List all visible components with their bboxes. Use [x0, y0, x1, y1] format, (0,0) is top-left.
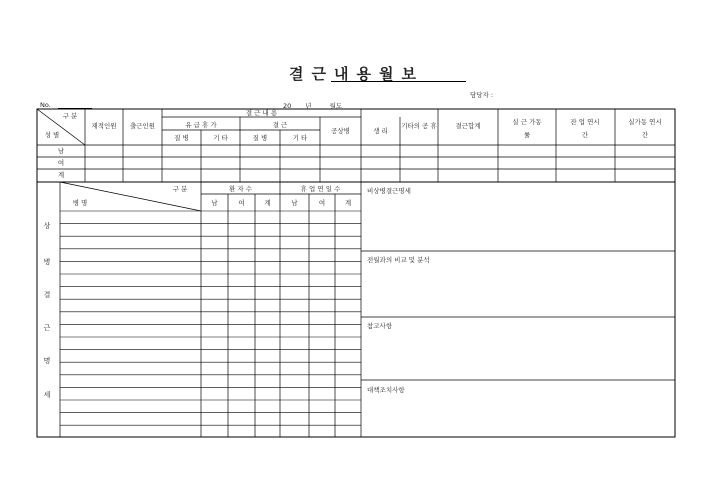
side-char-1: 상 [43, 222, 51, 230]
p-female: 여 [238, 199, 245, 207]
industrial-header: 공상병 [331, 127, 350, 135]
note-countermeasure: 대책조치사항 [367, 386, 405, 394]
absence-total-header: 결근합계 [455, 122, 481, 130]
col-attend: 출근인원 [129, 122, 156, 130]
row-female: 여 [57, 159, 65, 167]
note-prev-month: 전월과의 비교 및 분석 [367, 256, 430, 264]
rest-days-header: 휴 업 연 일 수 [300, 185, 341, 193]
paid-leave-header: 유 급 휴 가 [185, 121, 217, 129]
r-female: 여 [318, 199, 326, 207]
note-reference: 참고사항 [367, 322, 393, 330]
year-label: 년 [305, 102, 312, 110]
other-holiday-header: 기타의 공 휴 [401, 122, 437, 130]
manager-label: 담당자 : [470, 91, 494, 99]
t2-corner-top: 구 분 [172, 185, 188, 193]
other-2: 기 타 [292, 134, 308, 142]
corner-bottom-label: 성 별 [44, 131, 60, 139]
side-char-6: 세 [43, 391, 51, 399]
month-label: 월도 [329, 102, 343, 110]
absence-header: 결 근 [272, 121, 288, 129]
absence-content-header: 결 근 내 용 [245, 109, 278, 117]
p-total: 계 [264, 199, 271, 207]
sick-2: 질 병 [252, 134, 268, 142]
overtime-header: 잔 업 연시간 [570, 118, 600, 139]
no-label: No. [40, 101, 51, 109]
side-char-4: 근 [43, 324, 51, 332]
sick-1: 질 병 [174, 134, 189, 142]
note-abnormal: 비상병결근명세 [367, 187, 411, 195]
side-char-5: 명 [43, 357, 51, 365]
r-male: 남 [291, 199, 298, 207]
r-total: 계 [344, 199, 352, 207]
actual-util-header: 실 근 가동률 [512, 118, 542, 139]
side-char-2: 병 [43, 258, 51, 266]
other-1: 기 타 [213, 134, 228, 142]
row-male: 남 [57, 147, 65, 155]
p-male: 남 [211, 199, 218, 207]
actual-op-header: 실가동 연시간 [628, 118, 662, 139]
side-char-3: 결 [43, 291, 51, 299]
patients-header: 환 자 수 [229, 185, 252, 193]
col-enrolled: 재적인원 [91, 122, 117, 130]
row-total: 계 [57, 171, 65, 179]
year-prefix: 20 [283, 102, 292, 110]
corner-top-label: 구 분 [62, 112, 78, 120]
t2-corner-bottom: 병 명 [72, 199, 88, 207]
menstrual-header: 생 리 [373, 127, 388, 135]
report-title: 결근내용월보 [289, 65, 424, 83]
